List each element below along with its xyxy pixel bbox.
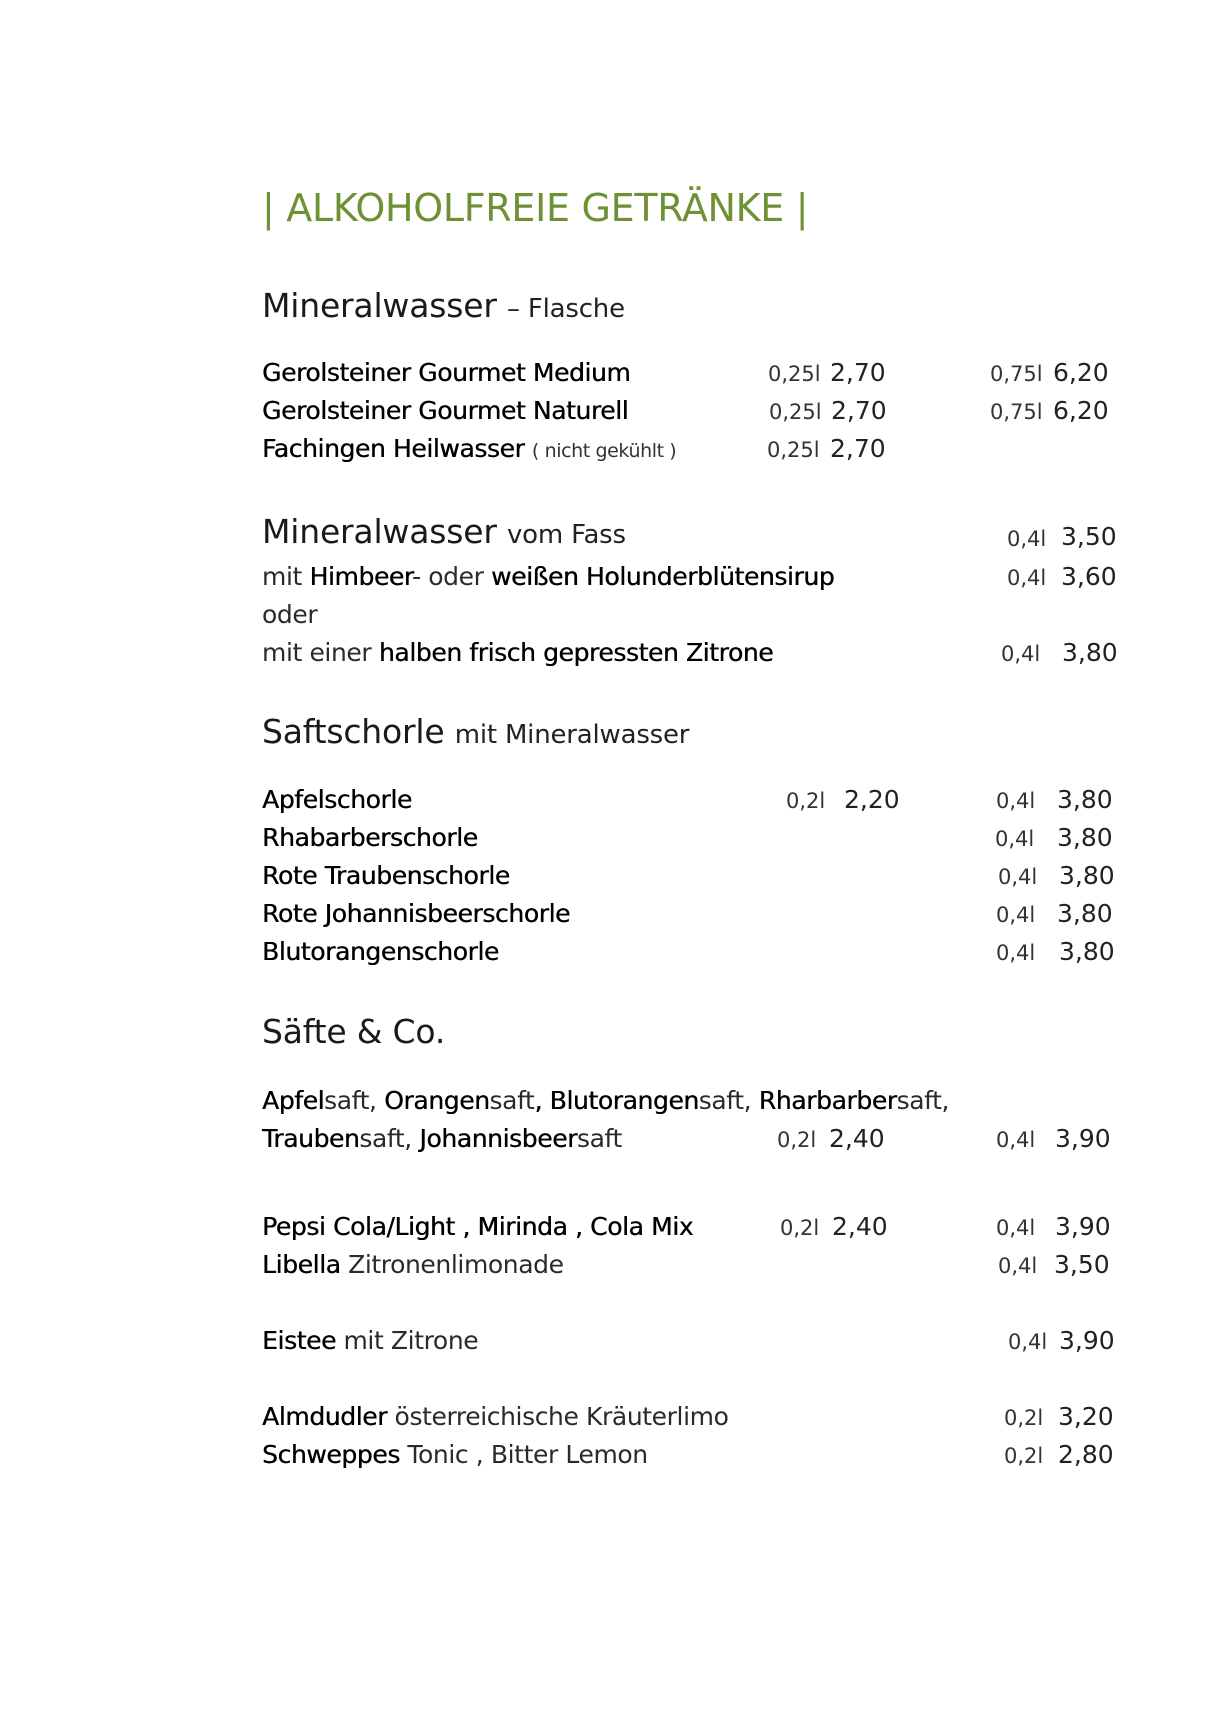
menu-item-johannisbeerschorle bbox=[262, 895, 1122, 933]
juice-trauben: Trauben bbox=[262, 1124, 360, 1153]
item-name-wrap bbox=[262, 558, 834, 596]
menu-item-tap-lemon bbox=[262, 634, 1122, 672]
section-title: Mineralwasser bbox=[262, 286, 497, 325]
item-volume-small: 0,2l bbox=[786, 789, 826, 813]
item-volume-small: 0,2l bbox=[780, 1216, 820, 1240]
juice-apfel: Apfel bbox=[262, 1086, 325, 1115]
item-price-small: 2,40 bbox=[832, 1212, 888, 1241]
menu-line-juices-2 bbox=[262, 1120, 1122, 1158]
item-price: 3,80 bbox=[1057, 823, 1113, 852]
item-name: Himbeer bbox=[309, 562, 413, 591]
menu-item-tap-syrup bbox=[262, 558, 1122, 596]
item-volume-large: 0,4l bbox=[996, 789, 1036, 813]
juice-johannisbeer: Johannisbeer bbox=[419, 1124, 577, 1153]
juice-suffix: saft bbox=[489, 1086, 535, 1115]
item-price-small: 2,70 bbox=[830, 434, 886, 463]
or-text: oder bbox=[262, 600, 318, 629]
item-name-wrap bbox=[262, 1082, 949, 1120]
item-name: Rote Johannisbeerschorle bbox=[262, 899, 570, 928]
section-title: Saftschorle bbox=[262, 712, 445, 751]
juice-rharbarber: Rharbarber bbox=[758, 1086, 897, 1115]
item-name: Pepsi Cola/Light , Mirinda , Cola Mix bbox=[262, 1212, 694, 1241]
item-volume-large: 0,4l bbox=[996, 1216, 1036, 1240]
menu-item-schweppes bbox=[262, 1436, 1122, 1474]
item-volume: 0,4l bbox=[995, 827, 1035, 851]
item-prefix: mit bbox=[262, 562, 302, 591]
item-price-large: 3,80 bbox=[1057, 785, 1113, 814]
item-price: 3,60 bbox=[1061, 562, 1117, 591]
section-juices bbox=[262, 1012, 445, 1051]
item-name-wrap bbox=[262, 634, 773, 672]
section-subtitle: – Flasche bbox=[506, 294, 625, 324]
item-name-wrap bbox=[262, 1322, 478, 1360]
menu-item-rhabarberschorle bbox=[262, 819, 1122, 857]
item-name: Almdudler bbox=[262, 1402, 387, 1431]
item-volume-large: 0,4l bbox=[996, 1128, 1036, 1152]
item-name: Gerolsteiner Gourmet Medium bbox=[262, 358, 631, 387]
item-price: 3,20 bbox=[1058, 1402, 1114, 1431]
item-volume: 0,4l bbox=[1007, 566, 1047, 590]
item-name: Rote Traubenschorle bbox=[262, 861, 510, 890]
menu-item-almdudler bbox=[262, 1398, 1122, 1436]
section-mineral-tap bbox=[262, 512, 626, 551]
item-description: Zitronenlimonade bbox=[348, 1250, 564, 1279]
item-name-wrap bbox=[262, 1246, 564, 1284]
section-subtitle: vom Fass bbox=[506, 520, 626, 550]
item-name: Fachingen Heilwasser bbox=[262, 434, 525, 463]
menu-item-gerolsteiner-naturell bbox=[262, 392, 1122, 430]
item-volume: 0,4l bbox=[996, 903, 1036, 927]
menu-item-gerolsteiner-medium bbox=[262, 354, 1122, 392]
item-prefix: mit einer bbox=[262, 638, 372, 667]
juice-suffix: saft, bbox=[359, 1124, 420, 1153]
item-name-wrap bbox=[262, 430, 676, 470]
menu-item-pepsi bbox=[262, 1208, 1122, 1246]
item-name-wrap bbox=[262, 1120, 622, 1158]
item-price: 3,80 bbox=[1062, 638, 1118, 667]
juice-blutorangen: , Blutorangen bbox=[534, 1086, 699, 1115]
section-subtitle: mit Mineralwasser bbox=[454, 720, 690, 750]
item-name: Rhabarberschorle bbox=[262, 823, 478, 852]
juice-suffix: saft, bbox=[896, 1086, 950, 1115]
item-volume: 0,4l bbox=[998, 1254, 1038, 1278]
item-name-wrap bbox=[262, 1436, 648, 1474]
item-name: Gerolsteiner Gourmet Naturell bbox=[262, 396, 629, 425]
item-name: Apfelschorle bbox=[262, 785, 412, 814]
menu-item-apfelschorle bbox=[262, 781, 1122, 819]
menu-item-tap-water bbox=[262, 512, 1122, 558]
section-title: Mineralwasser bbox=[262, 512, 497, 551]
juice-orangen: Orangen bbox=[384, 1086, 490, 1115]
menu-line-juices-1 bbox=[262, 1082, 1122, 1120]
item-volume: 0,2l bbox=[1004, 1444, 1044, 1468]
item-name-wrap bbox=[262, 1398, 728, 1436]
item-price-small: 2,20 bbox=[844, 785, 900, 814]
item-price: 3,50 bbox=[1061, 522, 1117, 551]
item-volume-small: 0,25l bbox=[769, 400, 822, 424]
item-name: Eistee bbox=[262, 1326, 336, 1355]
menu-item-eistee bbox=[262, 1322, 1122, 1360]
menu-item-fachingen bbox=[262, 430, 1122, 468]
item-name: halben frisch gepressten Zitrone bbox=[378, 638, 774, 667]
item-price: 3,80 bbox=[1059, 861, 1115, 890]
menu-line-or bbox=[262, 596, 1122, 634]
item-price: 3,90 bbox=[1059, 1326, 1115, 1355]
item-price-small: 2,70 bbox=[830, 358, 886, 387]
section-title: Säfte & Co. bbox=[262, 1012, 446, 1051]
item-name: Schweppes bbox=[262, 1440, 400, 1469]
item-price-large: 6,20 bbox=[1053, 396, 1109, 425]
juice-suffix: saft bbox=[576, 1124, 622, 1153]
item-price: 3,50 bbox=[1054, 1250, 1110, 1279]
section-schorle bbox=[262, 712, 689, 751]
item-note: ( nicht gekühlt ) bbox=[531, 440, 677, 462]
item-volume: 0,4l bbox=[1001, 642, 1041, 666]
juice-suffix: saft, bbox=[324, 1086, 385, 1115]
item-volume: 0,4l bbox=[1008, 1330, 1048, 1354]
item-description: österreichische Kräuterlimo bbox=[394, 1402, 729, 1431]
item-price-large: 3,90 bbox=[1055, 1124, 1111, 1153]
item-connector: - oder bbox=[412, 562, 484, 591]
item-volume-large: 0,75l bbox=[990, 362, 1043, 386]
item-volume-small: 0,25l bbox=[768, 362, 821, 386]
item-price: 2,80 bbox=[1058, 1440, 1114, 1469]
item-price-small: 2,40 bbox=[829, 1124, 885, 1153]
item-price: 3,80 bbox=[1059, 937, 1115, 966]
item-volume: 0,4l bbox=[996, 941, 1036, 965]
item-volume-large: 0,75l bbox=[990, 400, 1043, 424]
menu-item-libella bbox=[262, 1246, 1122, 1284]
item-name: Libella bbox=[262, 1250, 341, 1279]
item-volume: 0,4l bbox=[1007, 527, 1047, 551]
item-volume: 0,2l bbox=[1004, 1406, 1044, 1430]
item-volume-small: 0,2l bbox=[777, 1128, 817, 1152]
juice-suffix: saft, bbox=[698, 1086, 759, 1115]
item-volume-small: 0,25l bbox=[767, 438, 820, 462]
item-price-small: 2,70 bbox=[831, 396, 887, 425]
item-description: mit Zitrone bbox=[343, 1326, 479, 1355]
item-name: Blutorangenschorle bbox=[262, 937, 499, 966]
item-price: 3,80 bbox=[1057, 899, 1113, 928]
item-price-large: 6,20 bbox=[1053, 358, 1109, 387]
page-title: | ALKOHOLFREIE GETRÄNKE | bbox=[262, 186, 809, 230]
item-description: Tonic , Bitter Lemon bbox=[407, 1440, 648, 1469]
item-price-large: 3,90 bbox=[1055, 1212, 1111, 1241]
menu-item-traubenschorle bbox=[262, 857, 1122, 895]
item-volume: 0,4l bbox=[998, 865, 1038, 889]
menu-item-blutorangenschorle bbox=[262, 933, 1122, 971]
section-mineral-bottle bbox=[262, 286, 625, 325]
item-name-2: weißen Holunderblütensirup bbox=[491, 562, 835, 591]
